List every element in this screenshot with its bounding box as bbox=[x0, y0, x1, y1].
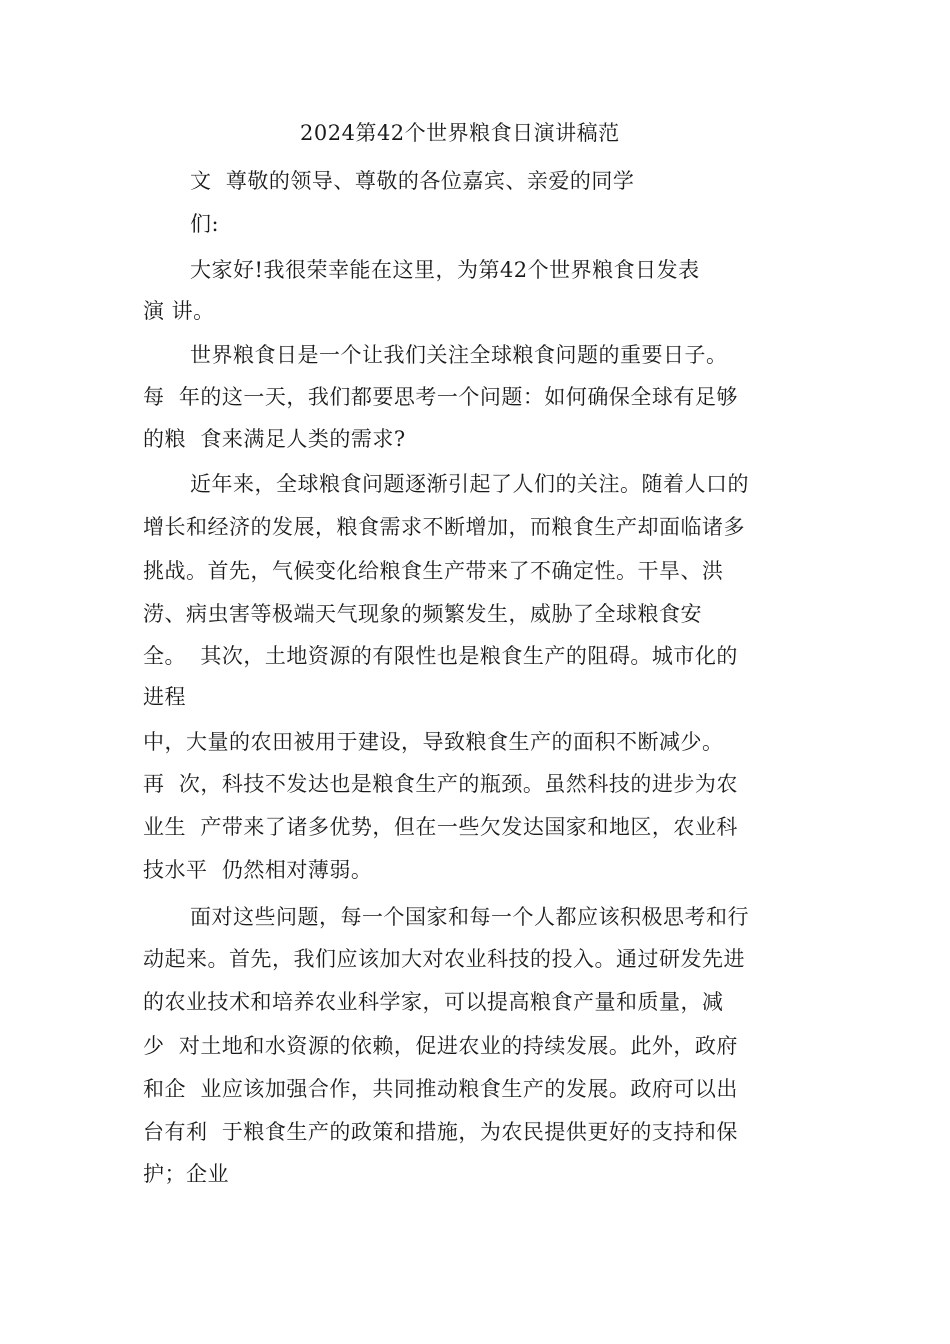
document-title: 2024第42个世界粮食日演讲稿范 bbox=[300, 121, 620, 145]
text-line: 的农业技术和培养农业科学家，可以提高粮食产量和质量，减 bbox=[143, 990, 724, 1014]
text-line: 们: bbox=[190, 212, 220, 236]
text-line: 面对这些问题，每一个国家和每一个人都应该积极思考和行 bbox=[190, 905, 749, 929]
text-line: 中，大量的农田被用于建设，导致粮食生产的面积不断减少。 bbox=[143, 730, 724, 754]
text-line: 的粮 食来满足人类的需求? bbox=[143, 427, 406, 451]
text-line: 动起来。首先，我们应该加大对农业科技的投入。通过研发先进 bbox=[143, 947, 745, 971]
text-line: 全。 其次，土地资源的有限性也是粮食生产的阻碍。城市化的 bbox=[143, 644, 738, 668]
text-line: 挑战。首先，气候变化给粮食生产带来了不确定性。干旱、洪 bbox=[143, 559, 724, 583]
text-line: 演 讲。 bbox=[143, 299, 215, 323]
text-line: 涝、病虫害等极端天气现象的频繁发生，威胁了全球粮食安 bbox=[143, 602, 702, 626]
text-line: 和企 业应该加强合作，共同推动粮食生产的发展。政府可以出 bbox=[143, 1077, 738, 1101]
text-line: 大家好!我很荣幸能在这里，为第42个世界粮食日发表 bbox=[190, 258, 700, 282]
text-line: 护；企业 bbox=[143, 1162, 229, 1186]
text-line: 增长和经济的发展，粮食需求不断增加，而粮食生产却面临诸多 bbox=[143, 515, 745, 539]
text-line: 业生 产带来了诸多优势，但在一些欠发达国家和地区，农业科 bbox=[143, 815, 738, 839]
text-line: 每 年的这一天，我们都要思考一个问题：如何确保全球有足够 bbox=[143, 385, 738, 409]
text-line: 再 次，科技不发达也是粮食生产的瓶颈。虽然科技的进步为农 bbox=[143, 772, 738, 796]
text-line: 少 对土地和水资源的依赖，促进农业的持续发展。此外，政府 bbox=[143, 1034, 738, 1058]
text-line: 世界粮食日是一个让我们关注全球粮食问题的重要日子。 bbox=[190, 343, 728, 367]
text-line: 台有利 于粮食生产的政策和措施，为农民提供更好的支持和保 bbox=[143, 1120, 738, 1144]
text-line: 进程 bbox=[143, 685, 186, 709]
text-line: 文 尊敬的领导、尊敬的各位嘉宾、亲爱的同学 bbox=[190, 169, 635, 193]
text-line: 技水平 仍然相对薄弱。 bbox=[143, 858, 373, 882]
text-line: 近年来，全球粮食问题逐渐引起了人们的关注。随着人口的 bbox=[190, 472, 749, 496]
